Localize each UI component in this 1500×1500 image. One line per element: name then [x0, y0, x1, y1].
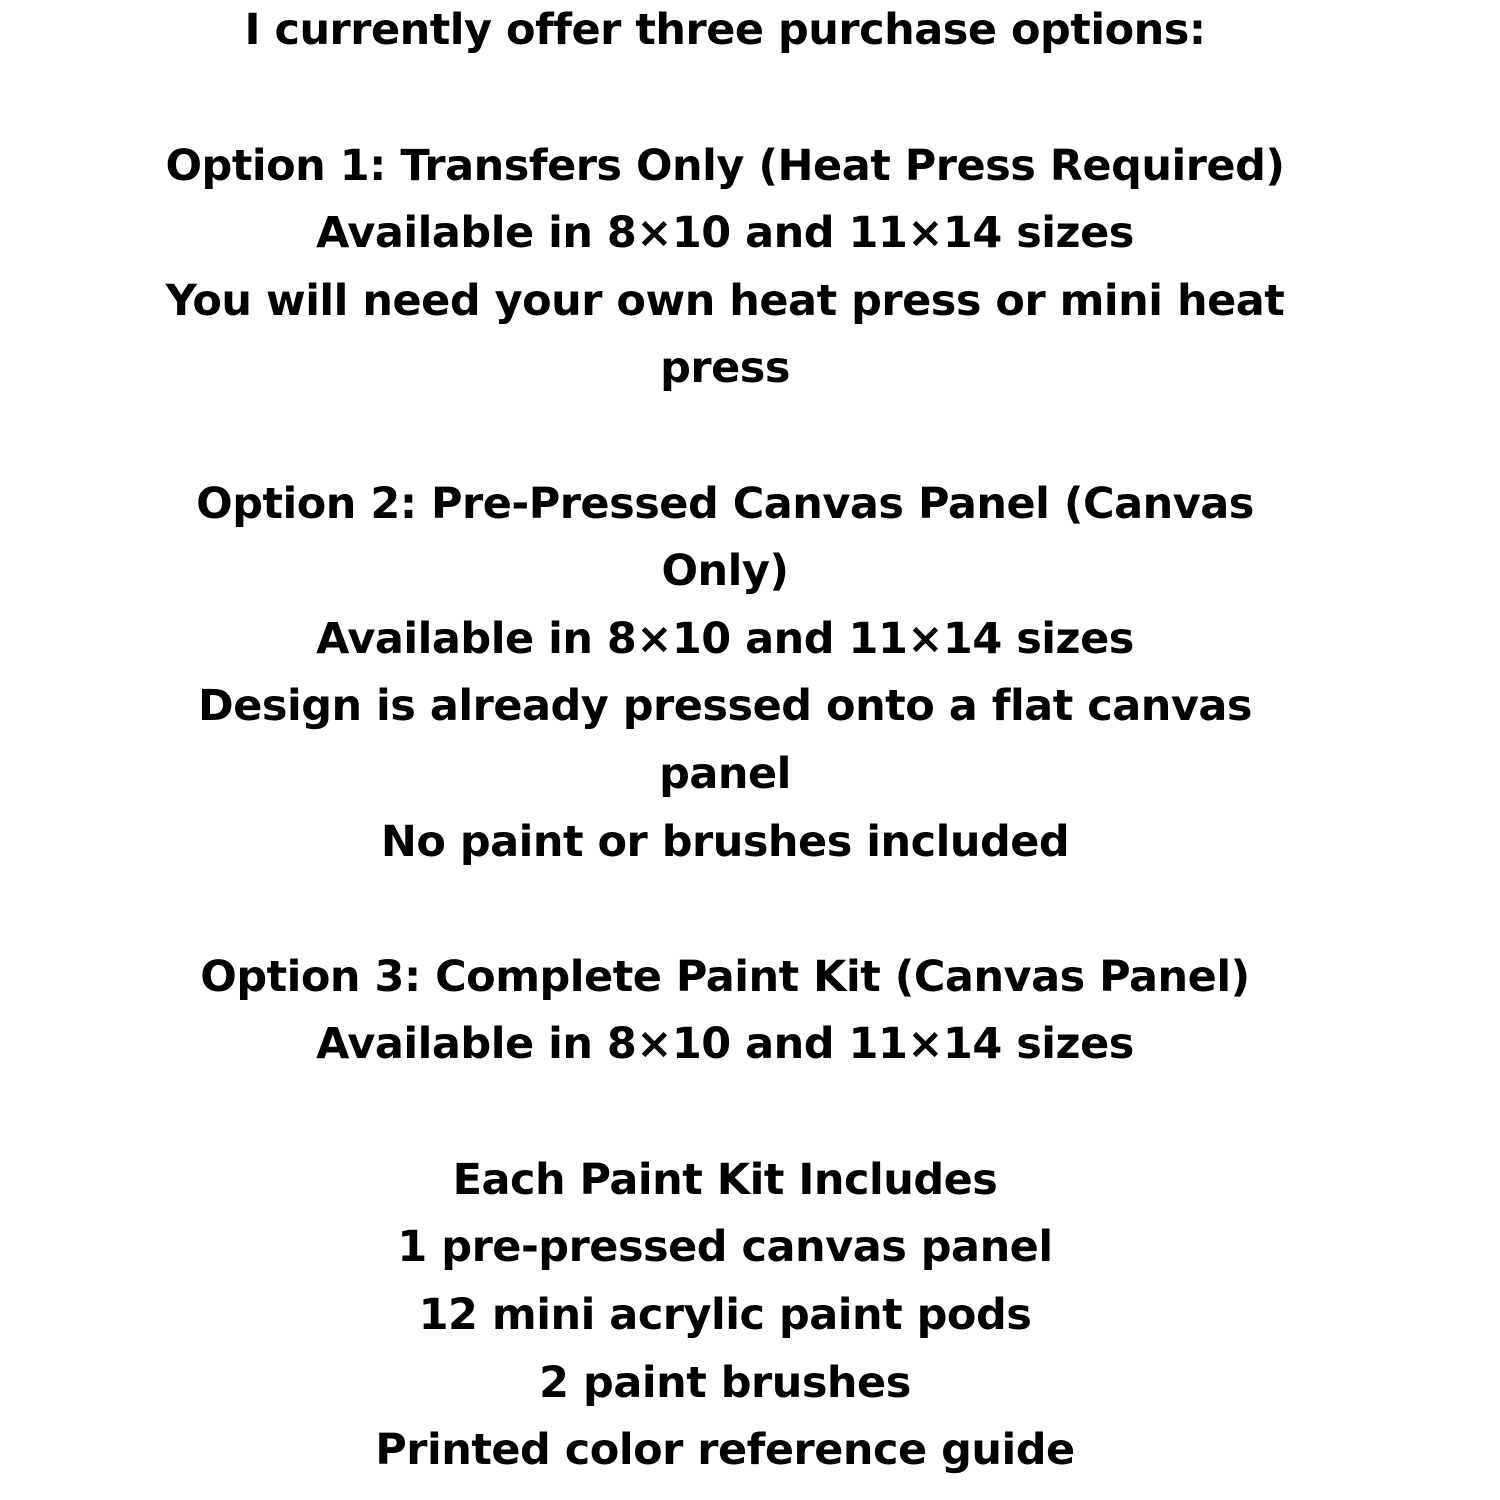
option-3-heading: Option 3: Complete Paint Kit (Canvas Panel)	[200, 952, 1250, 1002]
option-2-note-line-2: panel	[659, 749, 791, 799]
option-2-heading-line-2: Only)	[661, 546, 789, 596]
kit-item: Printed color reference guide	[375, 1425, 1075, 1475]
option-2-heading-line-1: Option 2: Pre-Pressed Canvas Panel (Canvas	[196, 479, 1254, 529]
option-2-note-2: No paint or brushes included	[380, 817, 1070, 867]
option-2-note-line-1: Design is already pressed onto a flat canvas	[198, 681, 1252, 731]
kit-heading: Each Paint Kit Includes	[452, 1155, 998, 1205]
kit-item: 1 pre-pressed canvas panel	[397, 1222, 1053, 1272]
option-2-sizes: Available in 8×10 and 11×14 sizes	[316, 614, 1134, 664]
option-3-sizes: Available in 8×10 and 11×14 sizes	[316, 1019, 1134, 1069]
intro-heading: I currently offer three purchase options:	[244, 5, 1206, 55]
option-1-note-line-2: press	[660, 343, 790, 393]
kit-item: 12 mini acrylic paint pods	[418, 1290, 1032, 1340]
kit-item: 2 paint brushes	[539, 1358, 911, 1408]
option-1-sizes: Available in 8×10 and 11×14 sizes	[316, 208, 1134, 258]
option-1-note-line-1: You will need your own heat press or mini heat	[165, 276, 1285, 326]
option-1-heading: Option 1: Transfers Only (Heat Press Required)	[165, 141, 1285, 191]
purchase-options-document	[140, 0, 1310, 1500]
